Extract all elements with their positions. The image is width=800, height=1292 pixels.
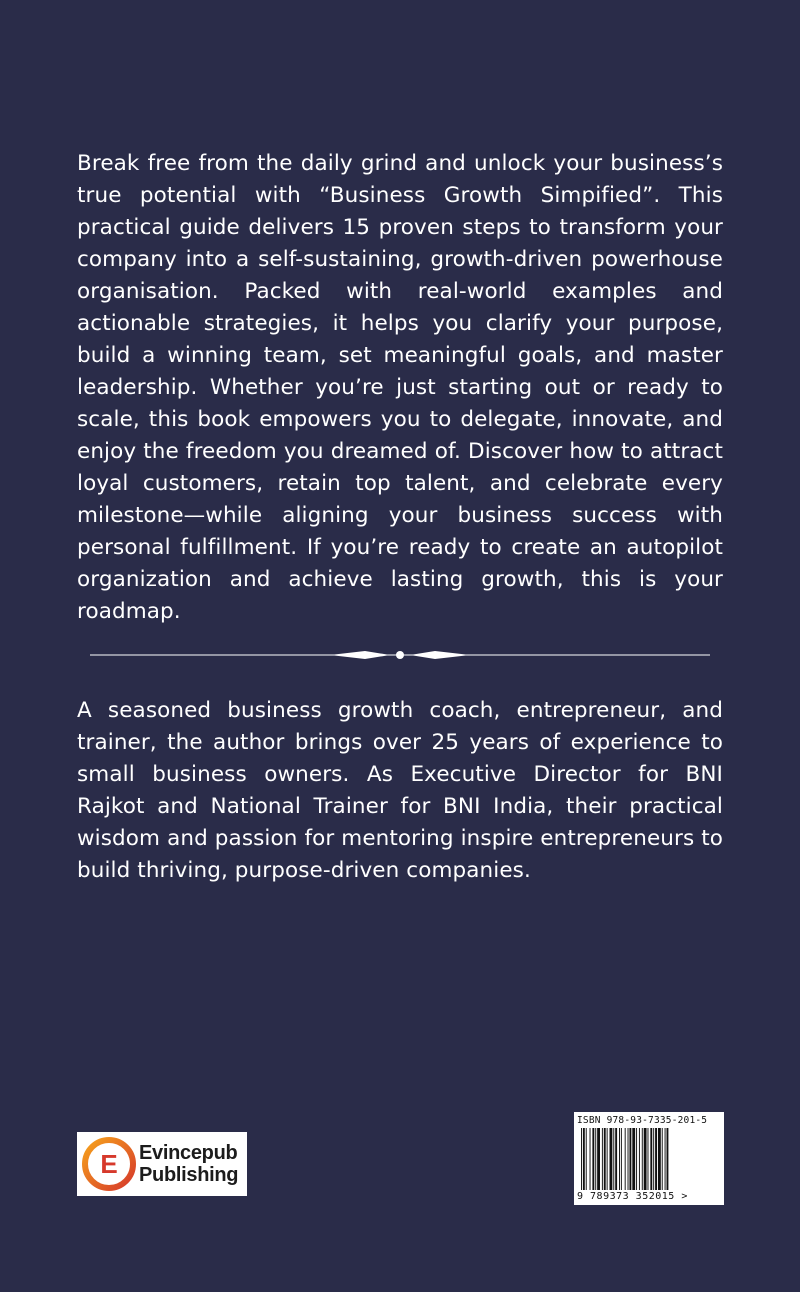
logo-letter: E xyxy=(100,1149,118,1179)
barcode-bar xyxy=(632,1128,635,1190)
publisher-logo xyxy=(77,1132,247,1196)
barcode-bar xyxy=(642,1128,643,1190)
ornamental-divider xyxy=(90,645,710,665)
barcode-bar xyxy=(625,1128,626,1190)
evincepub-e-logo-icon xyxy=(81,1136,137,1192)
barcode-bar xyxy=(592,1128,594,1190)
barcode-bar xyxy=(583,1128,585,1190)
book-blurb: Break free from the daily grind and unlock your business’s true potential with “Business Growth Simpified”. This practical guide delivers 15 proven steps to transform your company into a self-sustaining, growth-driven powerhouse organisation. Packed with real-world examples and actionable strategies, it helps you clarify your purpose, build a winning team, set meaningful goals, and master leadership. Whether you’re just starting out or ready to scale, this book empowers you to delegate, innovate, and enjoy the freedom you dreamed of. Discover how to attract loyal customers, retain top talent, and celebrate every milestone—while aligning your business success with personal fulfillment. If you’re ready to create an autopilot organization and achieve lasting growth, this is your roadmap. xyxy=(77,151,723,624)
barcode-bar xyxy=(621,1128,622,1190)
barcode-bar xyxy=(597,1128,600,1190)
barcode-bar xyxy=(595,1128,596,1190)
author-bio: A seasoned business growth coach, entrepreneur, and trainer, the author brings over 25 years of experience to small business owners. As Executive Director for BNI Rajkot and National Trainer for BNI India, their practical wisdom and passion for mentoring inspire entrepreneurs to build thriving, purpose-driven companies. xyxy=(77,698,723,883)
barcode-bar xyxy=(665,1128,666,1190)
barcode-bar xyxy=(613,1128,614,1190)
barcode-bar xyxy=(586,1128,587,1190)
barcode-bar xyxy=(658,1128,661,1190)
barcode-bar xyxy=(639,1128,640,1190)
publisher-name-line2: Publishing xyxy=(139,1164,239,1186)
barcode-bar xyxy=(604,1128,606,1190)
barcode-bar xyxy=(655,1128,657,1190)
isbn-barcode xyxy=(574,1112,724,1205)
barcode-bar xyxy=(619,1128,620,1190)
barcode-bar xyxy=(610,1128,613,1190)
isbn-label: ISBN 978-93-7335-201-5 xyxy=(577,1115,708,1126)
barcode-bar xyxy=(615,1128,617,1190)
barcode-bar xyxy=(636,1128,637,1190)
barcode-bar xyxy=(602,1128,603,1190)
barcode-bar xyxy=(662,1128,663,1190)
barcode-bar xyxy=(581,1128,582,1190)
barcode-bar xyxy=(590,1128,591,1190)
barcode-bar xyxy=(629,1128,631,1190)
barcode-bars xyxy=(579,1128,719,1190)
barcode-bar xyxy=(628,1128,629,1190)
barcode-bar xyxy=(644,1128,647,1190)
publisher-name xyxy=(139,1142,238,1186)
barcode-bar xyxy=(607,1128,608,1190)
publisher-name-line1: Evincepub xyxy=(139,1142,238,1164)
barcode-bar xyxy=(653,1128,654,1190)
isbn-digits: 9 789373 352015 > xyxy=(577,1191,688,1202)
barcode-bar xyxy=(667,1128,669,1190)
barcode-bar xyxy=(650,1128,652,1190)
barcode-bar xyxy=(648,1128,649,1190)
